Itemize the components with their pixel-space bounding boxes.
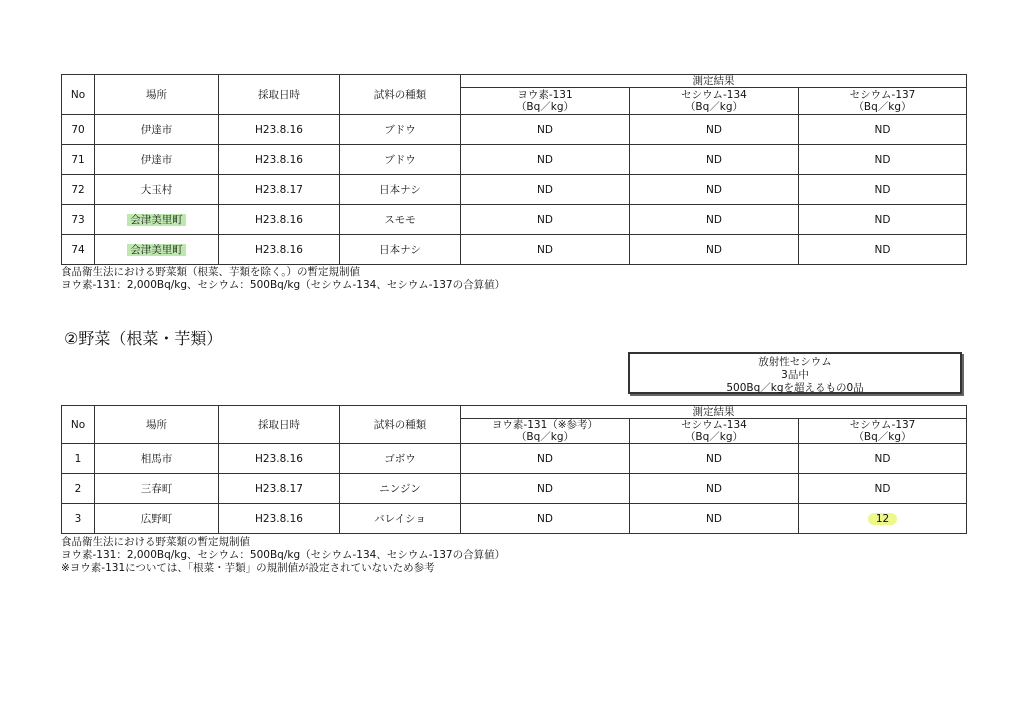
results-table-root-vegetables [61,405,967,534]
header-cs134 [630,88,799,115]
row-no-cell [62,175,95,205]
header-cs134 [630,419,799,444]
row-location-cell [95,444,219,474]
header-sample-type: 試料の種類 [340,75,461,115]
regulation-values-note: ヨウ素-131：2,000Bq/kg、セシウム：500Bq/kg（セシウム-134、セシウム-137の合算値） [61,279,506,291]
row-no-cell [62,115,95,145]
header-no: No [62,406,95,444]
row-iodine131-cell [461,205,630,235]
row-date: H23.8.16 [255,452,303,465]
row-sample-type: 日本ナシ [379,183,421,196]
row-iodine131: ND [537,482,553,495]
row-iodine131-cell [461,504,630,534]
row-cs137-cell [799,444,967,474]
section-heading: ②野菜（根菜・芋類） [64,329,223,348]
header-unit: （Bq／kg） [853,431,912,443]
row-cs134-cell [630,474,799,504]
summary-count: 3品中 [781,369,809,381]
row-cs137-cell [799,175,967,205]
row-cs137-cell [799,145,967,175]
row-iodine131: ND [537,452,553,465]
summary-box [628,352,962,394]
row-cs137: ND [874,123,891,136]
header-iodine131-label: ヨウ素-131（※参考） [491,419,599,431]
results-table-fruits [61,74,967,265]
header-sample-type: 試料の種類 [340,406,461,444]
row-no: 73 [71,213,85,226]
row-cs134: ND [706,153,722,166]
row-date: H23.8.16 [255,153,303,166]
row-iodine131-cell [461,474,630,504]
row-cs134-cell [630,444,799,474]
row-location: 大玉村 [140,183,173,196]
row-cs134-cell [630,235,799,265]
table-row [62,235,967,265]
row-date: H23.8.17 [255,482,303,495]
row-location-cell [95,474,219,504]
row-cs137-cell [799,474,967,504]
row-sample-type: バレイショ [374,512,426,525]
header-iodine131 [461,88,630,115]
header-unit: （Bq／kg） [515,431,575,443]
row-location: 会津美里町 [127,244,186,256]
header-iodine131-reference [461,419,630,444]
header-cs137-label: セシウム-137 [849,419,916,431]
row-cs134: ND [706,183,722,196]
row-cs134: ND [706,482,722,495]
row-cs134: ND [706,243,722,256]
row-date-cell [219,145,340,175]
row-date: H23.8.16 [255,213,303,226]
row-sample-type-cell [340,175,461,205]
row-iodine131-cell [461,115,630,145]
row-location: 会津美里町 [127,214,186,226]
row-sample-type-cell [340,504,461,534]
row-location: 相馬市 [140,452,173,465]
table-body [62,115,967,265]
row-location: 伊達市 [140,153,173,166]
row-no: 72 [71,183,85,196]
row-no-cell [62,444,95,474]
table-row [62,115,967,145]
row-cs137: ND [874,452,891,465]
row-iodine131: ND [537,123,553,136]
row-no: 70 [71,123,85,136]
row-cs134-cell [630,145,799,175]
row-cs134-cell [630,175,799,205]
row-no-cell [62,474,95,504]
row-cs134: ND [706,123,722,136]
header-cs137 [799,419,967,444]
header-unit: （Bq／kg） [684,431,744,443]
row-sample-type-cell [340,205,461,235]
row-sample-type: ブドウ [384,153,416,166]
row-cs134-cell [630,504,799,534]
row-date-cell [219,175,340,205]
regulation-values-note: ヨウ素-131：2,000Bq/kg、セシウム：500Bq/kg（セシウム-134、セシウム-137の合算値） [61,549,506,561]
row-cs137: ND [874,183,891,196]
row-location-cell [95,504,219,534]
table-row [62,175,967,205]
row-cs134-cell [630,115,799,145]
row-location-cell [95,235,219,265]
row-iodine131: ND [537,153,553,166]
table-row [62,504,967,534]
row-sample-type: ゴボウ [384,452,416,465]
header-no: No [62,75,95,115]
reference-note: ※ヨウ素-131については、「根菜・芋類」の規制値が設定されていないため参考 [61,562,435,574]
row-iodine131-cell [461,235,630,265]
row-cs134: ND [706,512,722,525]
table-row [62,444,967,474]
row-date-cell [219,205,340,235]
row-no-cell [62,504,95,534]
table-body [62,444,967,534]
row-sample-type: ニンジン [379,482,421,495]
row-sample-type: スモモ [384,213,416,226]
row-no-cell [62,205,95,235]
row-iodine131: ND [537,183,553,196]
header-unit: （Bq／kg） [515,101,575,113]
row-no-cell [62,235,95,265]
row-cs137: 12 [868,513,897,525]
row-no: 2 [74,482,82,495]
row-sample-type: ブドウ [384,123,416,136]
header-iodine131-label: ヨウ素-131 [517,89,573,101]
header-location: 場所 [95,406,219,444]
row-cs137: ND [874,153,891,166]
row-sample-type-cell [340,115,461,145]
row-sample-type-cell [340,444,461,474]
row-date: H23.8.16 [255,123,303,136]
row-sample-type-cell [340,474,461,504]
header-unit: （Bq／kg） [853,101,912,113]
row-date-cell [219,444,340,474]
row-cs137-cell [799,115,967,145]
row-date-cell [219,235,340,265]
header-date: 採取日時 [219,75,340,115]
header-unit: （Bq／kg） [684,101,744,113]
row-date: H23.8.16 [255,243,303,256]
header-date: 採取日時 [219,406,340,444]
header-results-group: 測定結果 [461,75,967,88]
row-location-cell [95,145,219,175]
summary-title: 放射性セシウム [758,356,832,368]
header-location: 場所 [95,75,219,115]
header-cs134-label: セシウム-134 [681,419,747,431]
header-cs137 [799,88,967,115]
row-cs137: ND [874,213,891,226]
row-date-cell [219,474,340,504]
row-date: H23.8.17 [255,183,303,196]
row-location: 三春町 [140,482,173,495]
row-iodine131: ND [537,243,553,256]
table-row [62,474,967,504]
row-cs137-cell [799,205,967,235]
row-location-cell [95,205,219,235]
row-no: 3 [74,512,82,525]
row-location: 伊達市 [140,123,173,136]
row-no: 1 [74,452,82,465]
row-date-cell [219,504,340,534]
summary-result: 500Bq／kgを超えるもの0品 [726,382,864,394]
row-cs137-cell [799,235,967,265]
regulation-note: 食品衛生法における野菜類の暫定規制値 [61,536,250,548]
table-row [62,205,967,235]
row-no: 74 [71,243,85,256]
row-cs134: ND [706,452,722,465]
row-cs137-cell [799,504,967,534]
row-iodine131: ND [537,213,553,226]
header-results-group: 測定結果 [461,406,967,419]
row-no-cell [62,145,95,175]
row-date-cell [219,115,340,145]
row-cs134-cell [630,205,799,235]
row-location-cell [95,115,219,145]
row-location-cell [95,175,219,205]
row-iodine131-cell [461,145,630,175]
row-sample-type-cell [340,235,461,265]
header-cs134-label: セシウム-134 [681,89,747,101]
regulation-note: 食品衛生法における野菜類（根菜、芋類を除く。）の暫定規制値 [61,266,361,278]
row-sample-type-cell [340,145,461,175]
header-cs137-label: セシウム-137 [849,89,916,101]
row-cs134: ND [706,213,722,226]
row-cs137: ND [874,482,891,495]
row-iodine131: ND [537,512,553,525]
row-sample-type: 日本ナシ [379,243,421,256]
row-no: 71 [71,153,85,166]
row-iodine131-cell [461,175,630,205]
row-date: H23.8.16 [255,512,303,525]
row-iodine131-cell [461,444,630,474]
row-location: 広野町 [140,512,173,525]
row-cs137: ND [874,243,891,256]
table-row [62,145,967,175]
